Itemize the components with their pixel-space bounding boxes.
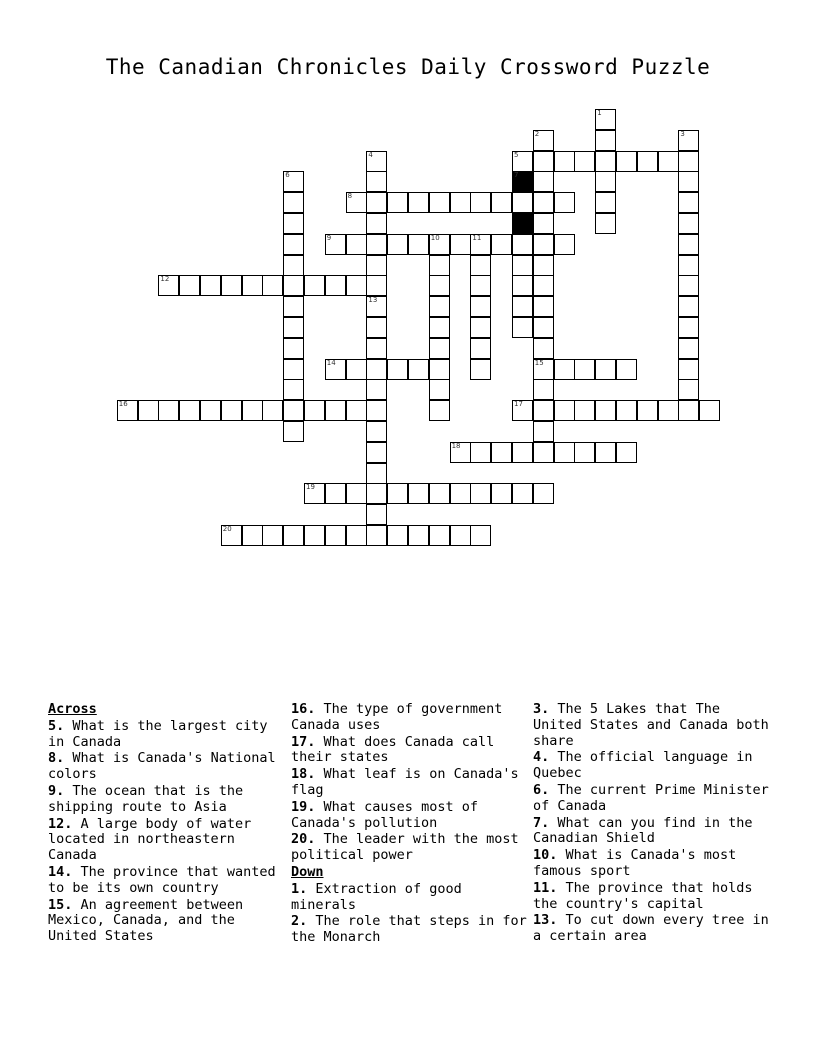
answer-cell[interactable] <box>429 379 450 400</box>
answer-cell[interactable] <box>366 275 387 296</box>
answer-cell[interactable] <box>533 400 554 421</box>
answer-cell[interactable] <box>366 338 387 359</box>
answer-cell[interactable] <box>554 151 575 172</box>
clue-item-text: Extraction of good minerals <box>291 880 462 913</box>
answer-cell[interactable] <box>470 192 491 213</box>
answer-cell[interactable] <box>325 400 346 421</box>
answer-cell[interactable] <box>221 275 242 296</box>
answer-cell[interactable] <box>408 359 429 380</box>
answer-cell[interactable] <box>533 442 554 463</box>
answer-cell[interactable] <box>595 171 616 192</box>
clue-item <box>533 848 769 880</box>
clue-number: 1 <box>597 109 602 117</box>
answer-cell[interactable] <box>595 213 616 234</box>
clue-item-number: 1. <box>291 880 308 897</box>
answer-cell[interactable] <box>595 151 616 172</box>
clue-item-text: What causes most of Canada's pollution <box>291 798 478 831</box>
clue-item-text: The province that holds the country's capital <box>533 879 753 912</box>
answer-cell[interactable] <box>262 275 283 296</box>
clue-item <box>291 800 527 832</box>
answer-cell[interactable] <box>450 234 471 255</box>
answer-cell[interactable] <box>512 234 533 255</box>
answer-cell[interactable] <box>304 400 325 421</box>
clue-number: 18 <box>451 441 461 450</box>
answer-cell[interactable] <box>346 234 367 255</box>
answer-cell[interactable] <box>304 483 325 504</box>
answer-cell[interactable] <box>387 234 408 255</box>
answer-cell[interactable] <box>242 275 263 296</box>
answer-cell[interactable] <box>200 400 221 421</box>
answer-cell[interactable] <box>491 192 512 213</box>
answer-cell[interactable] <box>346 400 367 421</box>
black-cell <box>512 213 533 234</box>
answer-cell[interactable] <box>283 234 304 255</box>
answer-cell[interactable] <box>533 359 554 380</box>
clue-item-text: To cut down every tree in a certain area <box>533 912 769 945</box>
answer-cell[interactable] <box>283 317 304 338</box>
answer-cell[interactable] <box>429 192 450 213</box>
answer-cell[interactable] <box>533 483 554 504</box>
clue-item-number: 19. <box>291 798 316 815</box>
clue-column-2 <box>291 702 527 947</box>
answer-cell[interactable] <box>678 379 699 400</box>
clue-column-1 <box>48 702 284 946</box>
answer-cell[interactable] <box>533 151 554 172</box>
answer-cell[interactable] <box>429 338 450 359</box>
clue-number: 8 <box>347 192 353 201</box>
answer-cell[interactable] <box>242 525 263 546</box>
answer-cell[interactable] <box>533 234 554 255</box>
answer-cell[interactable] <box>533 296 554 317</box>
clue-number: 6 <box>285 171 290 180</box>
answer-cell[interactable] <box>387 525 408 546</box>
answer-cell[interactable] <box>387 359 408 380</box>
clue-item-text: The leader with the most political power <box>291 831 519 864</box>
answer-cell[interactable] <box>450 483 471 504</box>
answer-cell[interactable] <box>470 359 491 380</box>
answer-cell[interactable] <box>366 463 387 484</box>
answer-cell[interactable] <box>554 442 575 463</box>
clue-number: 16 <box>118 400 128 409</box>
answer-cell[interactable] <box>533 213 554 234</box>
answer-cell[interactable] <box>512 296 533 317</box>
answer-cell[interactable] <box>304 525 325 546</box>
clue-item <box>291 735 527 767</box>
answer-cell[interactable] <box>658 400 679 421</box>
answer-cell[interactable] <box>637 151 658 172</box>
answer-cell[interactable] <box>678 255 699 276</box>
answer-cell[interactable] <box>429 255 450 276</box>
answer-cell[interactable] <box>678 296 699 317</box>
clue-item-text: What can you find in the Canadian Shield <box>533 814 753 847</box>
answer-cell[interactable] <box>117 400 138 421</box>
clue-item-text: A large body of water located in northeastern Canada <box>48 815 252 864</box>
clue-item-number: 11. <box>533 879 558 896</box>
answer-cell[interactable] <box>262 400 283 421</box>
clue-item-text: What leaf is on Canada's flag <box>291 766 519 798</box>
answer-cell[interactable] <box>262 525 283 546</box>
answer-cell[interactable] <box>470 338 491 359</box>
answer-cell[interactable] <box>678 192 699 213</box>
clue-item-text: What is the largest city in Canada <box>48 717 268 750</box>
answer-cell[interactable] <box>595 192 616 213</box>
answer-cell[interactable] <box>470 483 491 504</box>
clue-item-text: The type of government Canada uses <box>291 701 503 733</box>
answer-cell[interactable] <box>366 213 387 234</box>
answer-cell[interactable] <box>574 400 595 421</box>
answer-cell[interactable] <box>678 338 699 359</box>
answer-cell[interactable] <box>366 379 387 400</box>
clue-item-text: The current Prime Minister of Canada <box>533 781 769 814</box>
answer-cell[interactable] <box>470 442 491 463</box>
clue-item <box>48 719 284 751</box>
answer-cell[interactable] <box>325 483 346 504</box>
answer-cell[interactable] <box>283 192 304 213</box>
answer-cell[interactable] <box>283 359 304 380</box>
clue-item-number: 10. <box>533 847 558 864</box>
answer-cell[interactable] <box>283 275 304 296</box>
clue-item-number: 12. <box>48 815 73 832</box>
answer-cell[interactable] <box>325 359 346 380</box>
clue-item <box>533 783 769 815</box>
clue-number: 17 <box>514 400 523 409</box>
clue-item <box>533 881 769 913</box>
answer-cell[interactable] <box>678 234 699 255</box>
answer-cell[interactable] <box>533 192 554 213</box>
answer-cell[interactable] <box>366 296 387 317</box>
answer-cell[interactable] <box>533 275 554 296</box>
clue-item <box>48 784 284 816</box>
answer-cell[interactable] <box>450 442 471 463</box>
answer-cell[interactable] <box>283 379 304 400</box>
answer-cell[interactable] <box>158 275 179 296</box>
clue-item <box>48 898 284 945</box>
answer-cell[interactable] <box>366 483 387 504</box>
clue-column-3 <box>533 702 769 946</box>
answer-cell[interactable] <box>325 525 346 546</box>
answer-cell[interactable] <box>366 317 387 338</box>
clue-item-number: 18. <box>291 766 316 783</box>
clue-item <box>291 914 527 946</box>
answer-cell[interactable] <box>470 234 491 255</box>
answer-cell[interactable] <box>595 359 616 380</box>
answer-cell[interactable] <box>470 525 491 546</box>
answer-cell[interactable] <box>574 359 595 380</box>
clue-item-text: What does Canada call their states <box>291 733 495 766</box>
answer-cell[interactable] <box>554 400 575 421</box>
answer-cell[interactable] <box>595 130 616 151</box>
answer-cell[interactable] <box>429 400 450 421</box>
answer-cell[interactable] <box>699 400 720 421</box>
answer-cell[interactable] <box>678 275 699 296</box>
answer-cell[interactable] <box>616 442 637 463</box>
answer-cell[interactable] <box>408 525 429 546</box>
answer-cell[interactable] <box>429 275 450 296</box>
answer-cell[interactable] <box>325 234 346 255</box>
clue-item-text: What is Canada's most famous sport <box>533 847 737 879</box>
answer-cell[interactable] <box>554 359 575 380</box>
answer-cell[interactable] <box>491 442 512 463</box>
answer-cell[interactable] <box>221 400 242 421</box>
answer-cell[interactable] <box>366 151 387 172</box>
clue-item-number: 17. <box>291 733 316 750</box>
clue-number: 13 <box>368 296 378 305</box>
clue-item-number: 5. <box>48 717 65 734</box>
clue-item-number: 7. <box>533 814 550 831</box>
answer-cell[interactable] <box>408 483 429 504</box>
clue-number: 11 <box>472 233 482 242</box>
clue-item-text: The 5 Lakes that The United States and Canada both share <box>533 701 769 749</box>
answer-cell[interactable] <box>678 317 699 338</box>
answer-cell[interactable] <box>470 255 491 276</box>
answer-cell[interactable] <box>283 338 304 359</box>
answer-cell[interactable] <box>366 442 387 463</box>
clue-item-number: 3. <box>533 701 550 717</box>
clue-item <box>533 913 769 945</box>
clue-heading: Across <box>48 701 97 717</box>
clue-item-number: 9. <box>48 782 65 799</box>
answer-cell[interactable] <box>242 400 263 421</box>
answer-cell[interactable] <box>595 400 616 421</box>
clue-item-number: 8. <box>48 750 65 767</box>
clue-number: 12 <box>160 275 170 284</box>
answer-cell[interactable] <box>512 483 533 504</box>
clue-number: 3 <box>680 129 685 138</box>
clue-item-number: 16. <box>291 701 316 717</box>
answer-cell[interactable] <box>179 275 200 296</box>
clue-item <box>291 767 527 799</box>
clue-number: 20 <box>222 525 232 533</box>
clue-number: 5 <box>514 150 519 159</box>
clue-item <box>291 882 527 914</box>
answer-cell[interactable] <box>512 255 533 276</box>
answer-cell[interactable] <box>283 255 304 276</box>
clue-number: 4 <box>368 150 373 159</box>
answer-cell[interactable] <box>554 192 575 213</box>
answer-cell[interactable] <box>512 275 533 296</box>
answer-cell[interactable] <box>366 171 387 192</box>
answer-cell[interactable] <box>678 171 699 192</box>
clue-number: 9 <box>326 233 332 242</box>
answer-cell[interactable] <box>450 192 471 213</box>
answer-cell[interactable] <box>283 213 304 234</box>
answer-cell[interactable] <box>283 171 304 192</box>
answer-cell[interactable] <box>366 359 387 380</box>
answer-cell[interactable] <box>616 400 637 421</box>
answer-cell[interactable] <box>533 317 554 338</box>
answer-cell[interactable] <box>200 275 221 296</box>
clue-item <box>48 865 284 897</box>
answer-cell[interactable] <box>429 296 450 317</box>
answer-cell[interactable] <box>533 130 554 151</box>
clue-number: 14 <box>326 358 336 367</box>
answer-cell[interactable] <box>512 317 533 338</box>
answer-cell[interactable] <box>179 400 200 421</box>
answer-cell[interactable] <box>595 109 616 130</box>
clue-item-text: The official language in Quebec <box>533 749 753 782</box>
clue-heading: Down <box>291 863 324 880</box>
clue-item-text: What is Canada's National colors <box>48 750 276 783</box>
answer-cell[interactable] <box>429 525 450 546</box>
answer-cell[interactable] <box>533 338 554 359</box>
answer-cell[interactable] <box>283 296 304 317</box>
answer-cell[interactable] <box>616 151 637 172</box>
clue-item-number: 2. <box>291 913 308 930</box>
clue-item-text: The role that steps in for the Monarch <box>291 913 527 946</box>
answer-cell[interactable] <box>366 234 387 255</box>
answer-cell[interactable] <box>138 400 159 421</box>
answer-cell[interactable] <box>533 171 554 192</box>
answer-cell[interactable] <box>387 192 408 213</box>
answer-cell[interactable] <box>366 504 387 525</box>
answer-cell[interactable] <box>429 234 450 255</box>
clue-item <box>48 817 284 864</box>
black-cell <box>512 171 533 192</box>
answer-cell[interactable] <box>387 483 408 504</box>
clue-item-number: 14. <box>48 863 73 880</box>
answer-cell[interactable] <box>491 234 512 255</box>
clue-number: 10 <box>430 233 440 242</box>
answer-cell[interactable] <box>470 275 491 296</box>
answer-cell[interactable] <box>595 442 616 463</box>
answer-cell[interactable] <box>346 275 367 296</box>
clue-item <box>533 750 769 782</box>
clue-item <box>48 751 284 783</box>
clue-item-number: 6. <box>533 781 550 798</box>
answer-cell[interactable] <box>366 192 387 213</box>
answer-cell[interactable] <box>325 275 346 296</box>
answer-cell[interactable] <box>304 275 325 296</box>
answer-cell[interactable] <box>491 483 512 504</box>
clue-number: 2 <box>534 129 540 138</box>
answer-cell[interactable] <box>429 483 450 504</box>
answer-cell[interactable] <box>512 442 533 463</box>
answer-cell[interactable] <box>408 192 429 213</box>
answer-cell[interactable] <box>574 151 595 172</box>
answer-cell[interactable] <box>158 400 179 421</box>
answer-cell[interactable] <box>283 421 304 442</box>
clue-item <box>533 702 769 749</box>
answer-cell[interactable] <box>512 151 533 172</box>
answer-cell[interactable] <box>429 359 450 380</box>
answer-cell[interactable] <box>470 296 491 317</box>
answer-cell[interactable] <box>512 400 533 421</box>
answer-cell[interactable] <box>678 213 699 234</box>
clue-item-number: 15. <box>48 896 73 913</box>
answer-cell[interactable] <box>470 317 491 338</box>
answer-cell[interactable] <box>658 151 679 172</box>
answer-cell[interactable] <box>616 359 637 380</box>
answer-cell[interactable] <box>533 421 554 442</box>
clue-number: 15 <box>534 358 544 367</box>
answer-cell[interactable] <box>678 359 699 380</box>
answer-cell[interactable] <box>346 192 367 213</box>
answer-cell[interactable] <box>637 400 658 421</box>
answer-cell[interactable] <box>366 400 387 421</box>
clue-item-number: 20. <box>291 831 316 848</box>
answer-cell[interactable] <box>221 525 242 546</box>
answer-cell[interactable] <box>678 130 699 151</box>
answer-cell[interactable] <box>574 442 595 463</box>
answer-cell[interactable] <box>450 525 471 546</box>
puzzle-title: The Canadian Chronicles Daily Crossword Puzzle <box>105 55 711 79</box>
clue-item <box>533 816 769 848</box>
clue-number: 7 <box>514 171 519 180</box>
answer-cell[interactable] <box>408 234 429 255</box>
clue-item-number: 13. <box>533 912 558 929</box>
answer-cell[interactable] <box>346 359 367 380</box>
clue-item <box>291 832 527 864</box>
clue-item-text: The province that wanted to be its own country <box>48 863 276 896</box>
clue-item <box>291 702 527 734</box>
answer-cell[interactable] <box>678 400 699 421</box>
answer-cell[interactable] <box>512 192 533 213</box>
answer-cell[interactable] <box>366 255 387 276</box>
answer-cell[interactable] <box>283 400 304 421</box>
answer-cell[interactable] <box>283 525 304 546</box>
answer-cell[interactable] <box>366 525 387 546</box>
clue-item-text: An agreement between Mexico, Canada, and the United States <box>48 896 244 945</box>
answer-cell[interactable] <box>346 483 367 504</box>
clue-item-number: 4. <box>533 749 550 766</box>
answer-cell[interactable] <box>429 317 450 338</box>
clue-number: 19 <box>306 483 315 492</box>
clue-item-text: The ocean that is the shipping route to Asia <box>48 782 244 815</box>
answer-cell[interactable] <box>678 151 699 172</box>
answer-cell[interactable] <box>366 421 387 442</box>
answer-cell[interactable] <box>346 525 367 546</box>
answer-cell[interactable] <box>533 379 554 400</box>
answer-cell[interactable] <box>554 234 575 255</box>
answer-cell[interactable] <box>533 255 554 276</box>
